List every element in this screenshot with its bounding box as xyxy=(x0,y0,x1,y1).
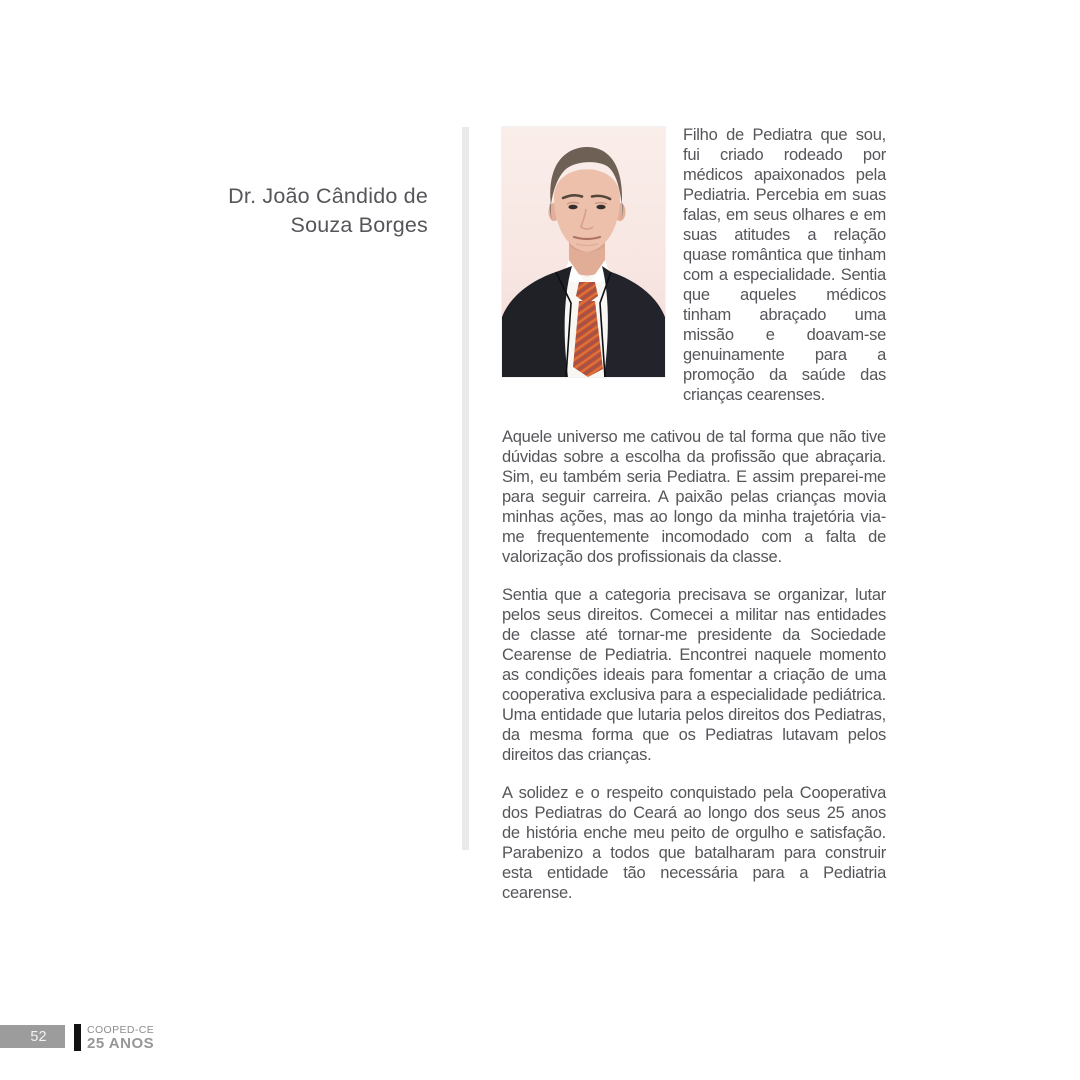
paragraph-3: Sentia que a categoria precisava se organizar, lutar pelos seus direitos. Comecei a militar nas entidades de classe até tornar-me presidente da Sociedade Cearense de Pediatria. Encontrei naquele momento as condições ideais para fomentar a criação de uma cooperativa exclusiva para a especialidade pediátrica. Uma entidade que lutaria pelos direitos dos Pediatras, da mesma forma que os Pediatras lutavam pelos direitos das crianças. xyxy=(502,586,886,764)
page-number-box xyxy=(0,1025,65,1048)
brand-tagline: 25 ANOS xyxy=(87,1034,155,1052)
testimonial-content xyxy=(502,127,886,903)
portrait-photo xyxy=(502,127,665,377)
profile-name-line2: Souza Borges xyxy=(290,213,428,237)
page-number: 52 xyxy=(30,1028,47,1045)
footer-brand xyxy=(87,1024,154,1051)
paragraph-4: A solidez e o respeito conquistado pela Cooperativa dos Pediatras do Ceará ao longo dos seus 25 anos de história enche meu peito de orgulho e satisfação. Parabenizo a todos que batalharam para construir esta entidade tão necessária para a Pediatria cearense. xyxy=(502,784,886,902)
profile-name-line1: Dr. João Cândido de xyxy=(228,184,428,208)
paragraph-2: Aquele universo me cativou de tal forma que não tive dúvidas sobre a escolha da profissão que abraçaria. Sim, eu também seria Pediatra. E assim preparei-me para seguir carreira. A paixão pelas crianças movia minhas ações, mas ao longo da minha trajetória via-me frequentemente incomodado com a falta de valorização dos profissionais da classe. xyxy=(502,428,886,566)
vertical-rule xyxy=(462,127,469,850)
brand-name: COOPED-CE xyxy=(87,1023,155,1036)
intro-row xyxy=(502,127,886,405)
profile-name xyxy=(150,182,428,240)
paragraph-1: Filho de Pediatra que sou, fui criado rodeado por médicos apaixonados pela Pediatria. Percebia em suas falas, em seus olhares e em suas atitudes a relação quase romântica que tinham com a especialidade. Sentia que aqueles médicos tinham abraçado uma missão e doavam-se genuinamente para a promoção da saúde das crianças cearenses. xyxy=(683,126,886,404)
footer-divider-bar xyxy=(74,1024,81,1051)
page-footer xyxy=(0,1024,154,1051)
